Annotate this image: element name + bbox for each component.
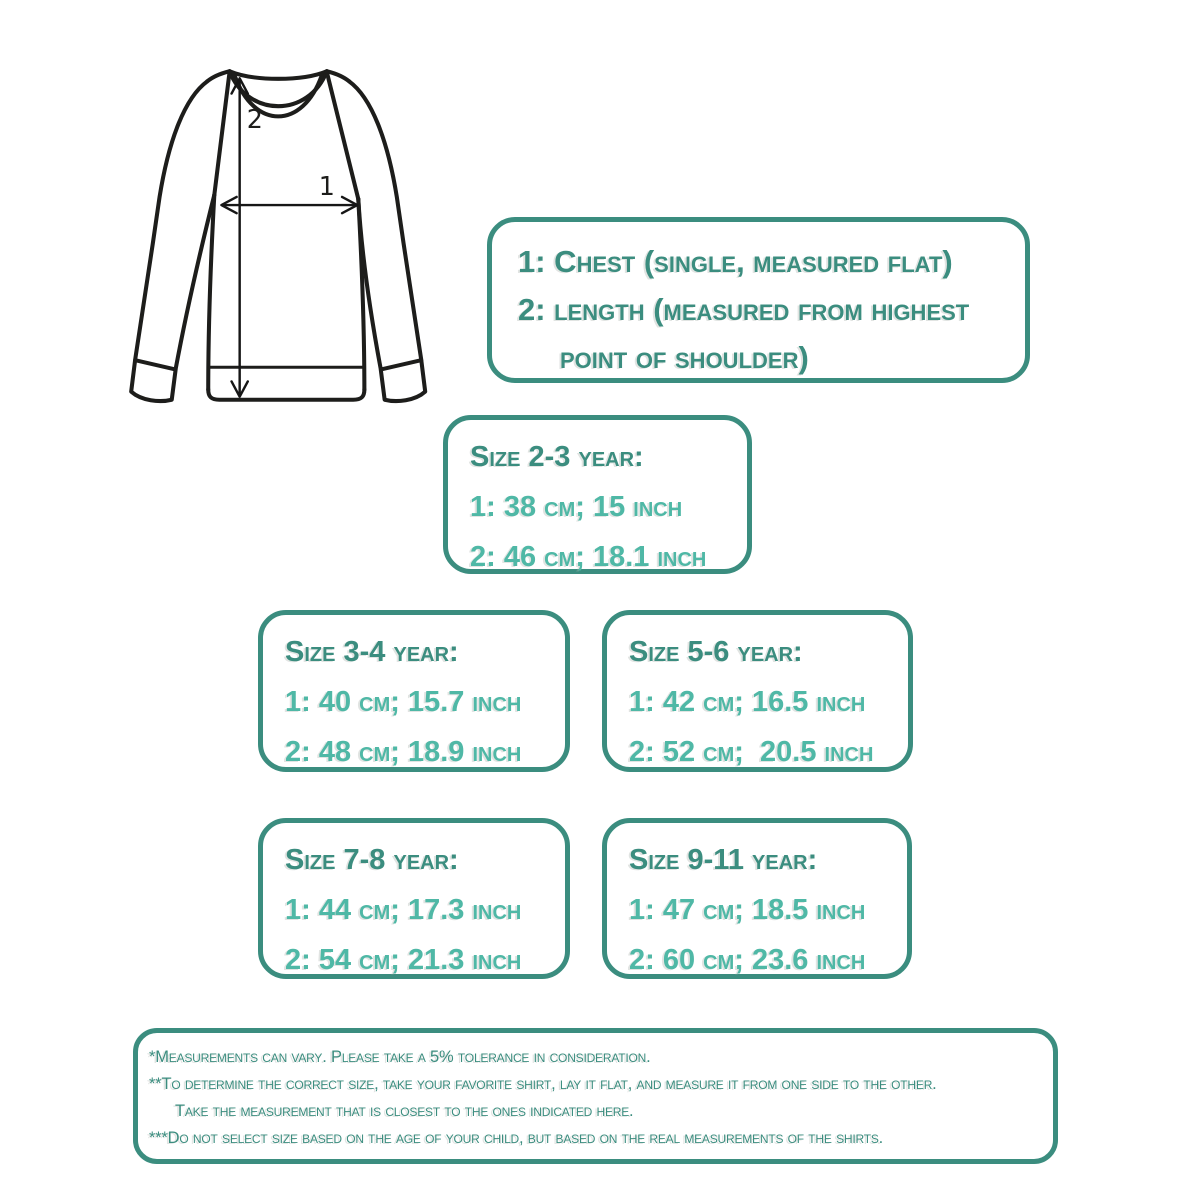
sweater-outline — [131, 71, 425, 401]
size-card-5-6-year — [602, 610, 913, 772]
size-card-title: Size 9-11 year: — [629, 844, 818, 876]
size-card-9-11-year — [602, 818, 912, 979]
size-card-title: Size 5-6 year: — [629, 636, 803, 668]
size-card-chest: 1: 44 cm; 17.3 inch — [285, 894, 522, 926]
notes-box — [133, 1028, 1058, 1164]
size-card-length: 2: 48 cm; 18.9 inch — [285, 736, 522, 768]
size-card-length: 2: 60 cm; 23.6 inch — [629, 944, 866, 976]
note-how-to-measure: **To determine the correct size, take your favorite shirt, lay it flat, and measure it from one side to the other. — [149, 1075, 937, 1093]
size-card-length: 2: 46 cm; 18.1 inch — [470, 541, 707, 573]
sweater-diagram — [128, 55, 473, 420]
size-card-2-3-year — [443, 415, 752, 574]
legend-line-length: 2: length (measured from highest — [518, 292, 970, 327]
note-how-to-measure-cont: Take the measurement that is closest to the ones indicated here. — [175, 1102, 634, 1120]
note-tolerance: *Measurements can vary. Please take a 5% tolerance in consideration. — [149, 1048, 651, 1066]
size-card-3-4-year — [258, 610, 570, 772]
size-card-chest: 1: 38 cm; 15 inch — [470, 491, 683, 523]
size-card-7-8-year — [258, 818, 570, 979]
size-card-length: 2: 52 cm; 20.5 inch — [629, 736, 874, 768]
size-card-chest: 1: 40 cm; 15.7 inch — [285, 686, 522, 718]
size-card-title: Size 7-8 year: — [285, 844, 459, 876]
size-card-chest: 1: 42 cm; 16.5 inch — [629, 686, 866, 718]
length-arrow — [232, 78, 248, 396]
legend-line-length-cont: point of shoulder) — [560, 340, 809, 375]
length-arrow-label: 2 — [246, 104, 263, 134]
size-card-length: 2: 54 cm; 21.3 inch — [285, 944, 522, 976]
size-card-chest: 1: 47 cm; 18.5 inch — [629, 894, 866, 926]
chest-arrow — [221, 197, 357, 213]
size-card-title: Size 2-3 year: — [470, 441, 644, 473]
chest-arrow-label: 1 — [318, 170, 335, 201]
legend-line-chest: 1: Chest (single, measured flat) — [518, 244, 953, 279]
size-card-title: Size 3-4 year: — [285, 636, 459, 668]
measurement-legend-box — [487, 217, 1030, 383]
note-age-warning: ***Do not select size based on the age of your child, but based on the real measurements of the shirts. — [149, 1129, 884, 1147]
